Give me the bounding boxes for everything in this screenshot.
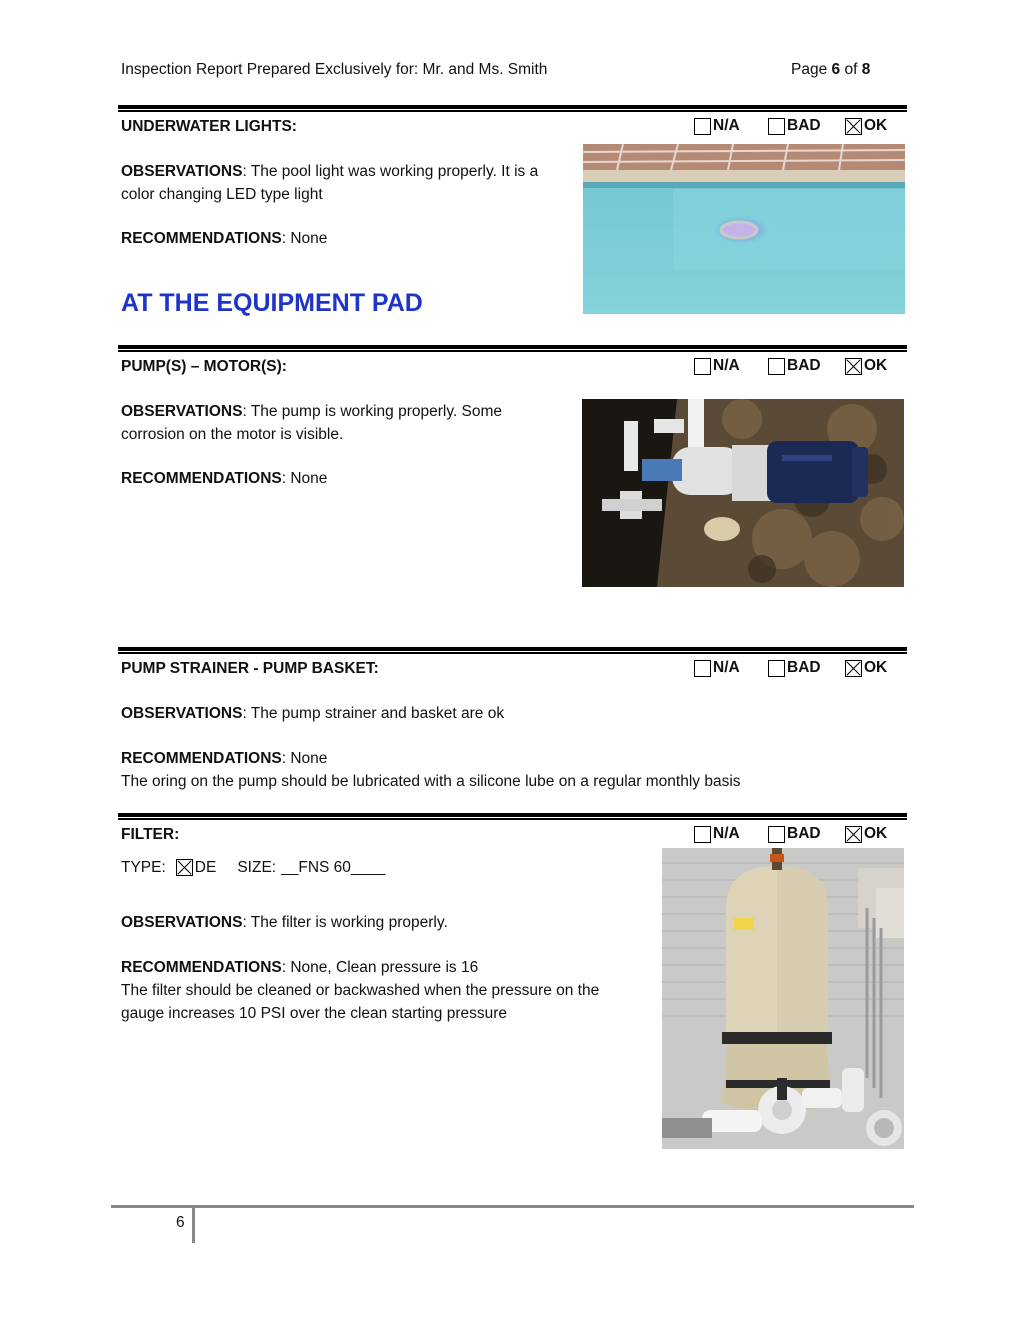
observations-pumps-motors: OBSERVATIONS: The pump is working properly. Some corrosion on the motor is visible. [121, 403, 503, 443]
na-checkbox[interactable] [694, 660, 711, 677]
filter-type-label: TYPE: [121, 859, 166, 876]
de-checkbox-checked[interactable] [176, 859, 193, 876]
footer-rule [111, 1205, 914, 1208]
bad-checkbox[interactable] [768, 358, 785, 375]
filter-type-value: DE [194, 859, 217, 876]
pump-motor-photo [582, 399, 904, 587]
section-title-pump-strainer: PUMP STRAINER - PUMP BASKET: [121, 660, 379, 677]
ok-checkbox-checked[interactable] [845, 358, 862, 375]
bad-checkbox[interactable] [768, 118, 785, 135]
recommendations-pump-strainer: RECOMMENDATIONS: None The oring on the pump should be lubricated with a silicone lube on a regular monthly basis [121, 750, 741, 790]
footer-divider [192, 1205, 195, 1243]
equipment-pad-heading: AT THE EQUIPMENT PAD [121, 289, 423, 317]
section-divider [118, 813, 907, 820]
filter-size-label: SIZE: [237, 859, 277, 876]
na-checkbox[interactable] [694, 358, 711, 375]
bad-checkbox[interactable] [768, 826, 785, 843]
recommendations-underwater-lights: RECOMMENDATIONS: None [121, 230, 328, 247]
filter-type-size-row [121, 856, 385, 879]
observations-pump-strainer: OBSERVATIONS: The pump strainer and basket are ok [121, 705, 505, 722]
section-divider [118, 105, 907, 112]
recommendations-pumps-motors: RECOMMENDATIONS: None [121, 470, 328, 487]
ok-checkbox-checked[interactable] [845, 118, 862, 135]
ok-checkbox-checked[interactable] [845, 660, 862, 677]
recommendations-filter: RECOMMENDATIONS: None, Clean pressure is 16 The filter should be cleaned or backwashed when the pressure on the gauge increases 10 PSI over the clean starting pressure [121, 959, 600, 1022]
observations-filter: OBSERVATIONS: The filter is working properly. [121, 914, 448, 931]
filter-size-value: __FNS 60____ [281, 859, 386, 876]
section-title-filter: FILTER: [121, 826, 180, 843]
observations-underwater-lights: OBSERVATIONS: The pool light was working properly. It is a color changing LED type light [121, 163, 539, 203]
footer-page-number: 6 [176, 1214, 185, 1231]
ok-checkbox-checked[interactable] [845, 826, 862, 843]
bad-checkbox[interactable] [768, 660, 785, 677]
section-title-underwater-lights: UNDERWATER LIGHTS: [121, 118, 297, 135]
filter-photo [662, 848, 904, 1149]
report-header [121, 61, 547, 79]
pool-light-photo [583, 144, 905, 314]
na-checkbox[interactable] [694, 118, 711, 135]
page-total: 8 [861, 61, 871, 78]
page-current: 6 [831, 61, 841, 78]
section-divider [118, 345, 907, 352]
section-title-pumps-motors: PUMP(S) – MOTOR(S): [121, 358, 287, 375]
na-checkbox[interactable] [694, 826, 711, 843]
page-indicator: Page 6 of 8 [791, 61, 871, 78]
section-divider [118, 647, 907, 654]
prepared-for-text: Inspection Report Prepared Exclusively for: Mr. and Ms. Smith [121, 61, 548, 78]
